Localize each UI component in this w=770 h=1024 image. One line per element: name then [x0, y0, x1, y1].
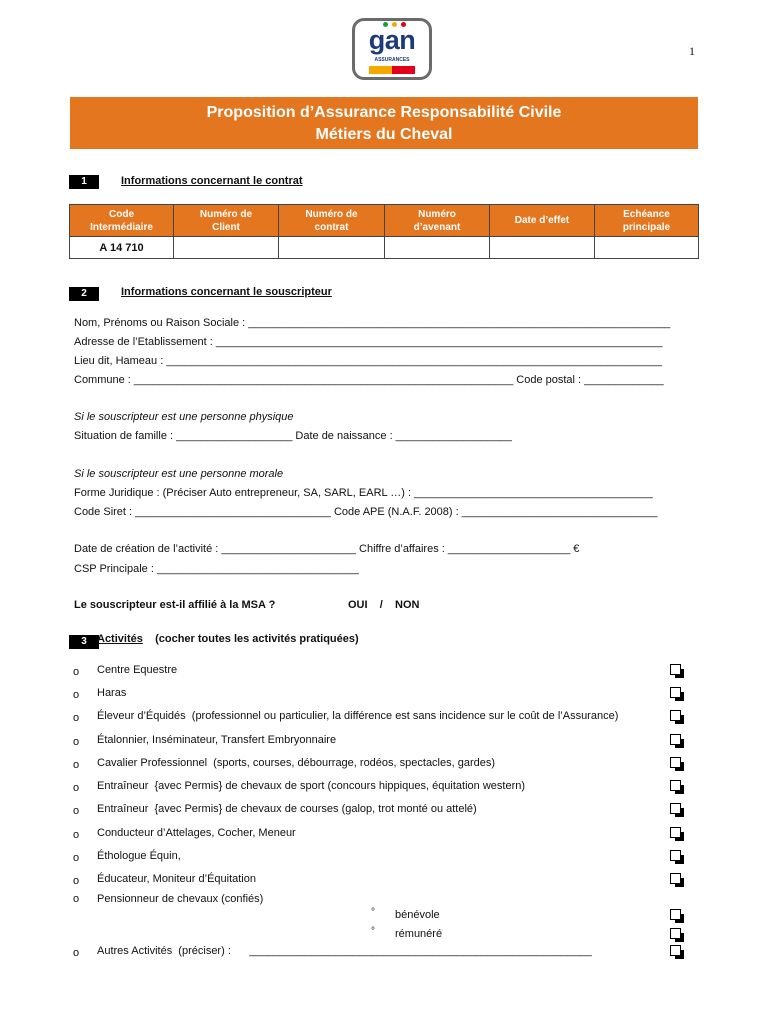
- commune-field[interactable]: Commune : ______________________________________________________________ Code postal : _____________: [74, 374, 664, 386]
- physique-heading: Si le souscripteur est une personne physique: [74, 411, 294, 423]
- creation-field[interactable]: Date de création de l’activité : ______________________ Chiffre d’affaires : ____________________ €: [74, 543, 580, 555]
- activity-label: Entraîneur {avec Permis} de chevaux de sport (concours hippiques, équitation western): [97, 780, 526, 792]
- list-item: [0, 873, 770, 889]
- activity-label: Étalonnier, Inséminateur, Transfert Embryonnaire: [97, 734, 337, 746]
- contract-header-cell: Date d’effet: [490, 205, 595, 237]
- logo-bar: [369, 66, 415, 74]
- checkbox-icon[interactable]: [670, 734, 681, 745]
- list-item: [0, 664, 770, 680]
- list-item: [0, 803, 770, 819]
- nom-field[interactable]: Nom, Prénoms ou Raison Sociale : _____________________________________________________________________: [74, 317, 671, 329]
- bullet-icon: o: [73, 712, 80, 724]
- page-number: 1: [689, 44, 695, 58]
- contract-header-cell: Numéro de contrat: [279, 205, 385, 237]
- checkbox-icon[interactable]: [670, 928, 681, 939]
- activity-label: Centre Equestre: [97, 664, 178, 676]
- siret-field[interactable]: Code Siret : ________________________________ Code APE (N.A.F. 2008) : ________________________________: [74, 506, 658, 518]
- list-item: [0, 687, 770, 703]
- list-item: [0, 757, 770, 773]
- contract-input-cell[interactable]: [490, 237, 595, 259]
- list-item: [0, 850, 770, 866]
- activity-label: Éducateur, Moniteur d’Équitation: [97, 873, 256, 885]
- activity-label: Conducteur d’Attelages, Cocher, Meneur: [97, 827, 296, 839]
- contract-input-cell[interactable]: [385, 237, 490, 259]
- logo-text: gan: [368, 25, 416, 55]
- section-1-number: 1: [69, 175, 99, 189]
- situation-field[interactable]: Situation de famille : ___________________ Date de naissance : ___________________: [74, 430, 512, 442]
- checkbox-icon[interactable]: [670, 780, 681, 791]
- activity-label: Éthologue Équin,: [97, 850, 181, 862]
- logo-subtext: ASSURANCES: [374, 57, 410, 63]
- document-title: [70, 97, 698, 149]
- contract-input-cell[interactable]: [279, 237, 385, 259]
- lieu-dit-field[interactable]: Lieu dit, Hameau : _________________________________________________________________________________: [74, 355, 662, 367]
- activity-label: Éleveur d’Équidés (professionnel ou particulier, la différence est sans incidence sur le coût de l’Assurance): [97, 710, 619, 722]
- list-item: [0, 710, 770, 726]
- section-2-title: Informations concernant le souscripteur: [121, 286, 332, 298]
- forme-juridique-field[interactable]: Forme Juridique : (Préciser Auto entrepreneur, SA, SARL, EARL …) : _______________________________________: [74, 487, 653, 499]
- section-1-title: Informations concernant le contrat: [121, 175, 303, 187]
- contract-header-cell: Code Intermédiaire: [70, 205, 174, 237]
- contract-input-cell[interactable]: [595, 237, 699, 259]
- bullet-icon: o: [73, 666, 80, 678]
- bullet-icon: o: [73, 893, 80, 905]
- checkbox-icon[interactable]: [670, 945, 681, 956]
- checkbox-icon[interactable]: [670, 664, 681, 675]
- sub-bullet-icon: °: [371, 907, 375, 918]
- activity-label: Haras: [97, 687, 127, 699]
- code-intermediaire-cell: A 14 710: [70, 237, 174, 259]
- remunere-label: rémunéré: [395, 928, 443, 940]
- checkbox-icon[interactable]: [670, 850, 681, 861]
- benevole-label: bénévole: [395, 909, 440, 921]
- bullet-icon: o: [73, 689, 80, 701]
- sub-item-remunere: [0, 928, 770, 944]
- contract-input-cell[interactable]: [174, 237, 279, 259]
- adresse-field[interactable]: Adresse de l’Etablissement : _________________________________________________________________________: [74, 336, 663, 348]
- section-2-number: 2: [69, 287, 99, 301]
- sub-item-benevole: [0, 909, 770, 925]
- pensionneur-label: Pensionneur de chevaux (confiés): [97, 893, 264, 905]
- list-item: [0, 780, 770, 796]
- title-line-2: Métiers du Cheval: [315, 126, 453, 143]
- list-item: [0, 734, 770, 750]
- title-line-1: Proposition d’Assurance Responsabilité Civile: [206, 104, 562, 121]
- list-item: [0, 945, 770, 961]
- bullet-icon: o: [73, 947, 80, 959]
- checkbox-icon[interactable]: [670, 687, 681, 698]
- bullet-icon: o: [73, 875, 80, 887]
- contract-header-cell: Numéro d’avenant: [385, 205, 490, 237]
- bullet-icon: o: [73, 759, 80, 771]
- checkbox-icon[interactable]: [670, 757, 681, 768]
- bullet-icon: o: [73, 852, 80, 864]
- section-3-title: Activités (cocher toutes les activités pratiquées): [97, 633, 359, 645]
- activity-label: Entraîneur {avec Permis} de chevaux de courses (galop, trot monté ou attelé): [97, 803, 477, 815]
- gan-logo: [352, 18, 432, 80]
- list-item: [0, 893, 770, 909]
- checkbox-icon[interactable]: [670, 803, 681, 814]
- list-item: [0, 827, 770, 843]
- msa-answer[interactable]: OUI / NON: [348, 599, 420, 611]
- checkbox-icon[interactable]: [670, 909, 681, 920]
- checkbox-icon[interactable]: [670, 827, 681, 838]
- bullet-icon: o: [73, 829, 80, 841]
- checkbox-icon[interactable]: [670, 873, 681, 884]
- sub-bullet-icon: °: [371, 926, 375, 937]
- csp-field[interactable]: CSP Principale : _________________________________: [74, 563, 359, 575]
- bullet-icon: o: [73, 805, 80, 817]
- checkbox-icon[interactable]: [670, 710, 681, 721]
- contract-header-cell: Numéro de Client: [174, 205, 279, 237]
- bullet-icon: o: [73, 782, 80, 794]
- contract-header-cell: Echéance principale: [595, 205, 699, 237]
- autres-activites-field[interactable]: Autres Activités (préciser) : ________________________________________________________: [97, 945, 592, 957]
- activity-label: Cavalier Professionnel (sports, courses, débourrage, rodéos, spectacles, gardes): [97, 757, 496, 769]
- contract-table: [69, 204, 699, 259]
- msa-question: Le souscripteur est-il affilié à la MSA ?: [74, 599, 276, 611]
- bullet-icon: o: [73, 736, 80, 748]
- morale-heading: Si le souscripteur est une personne morale: [74, 468, 284, 480]
- section-3-number: 3: [69, 635, 99, 649]
